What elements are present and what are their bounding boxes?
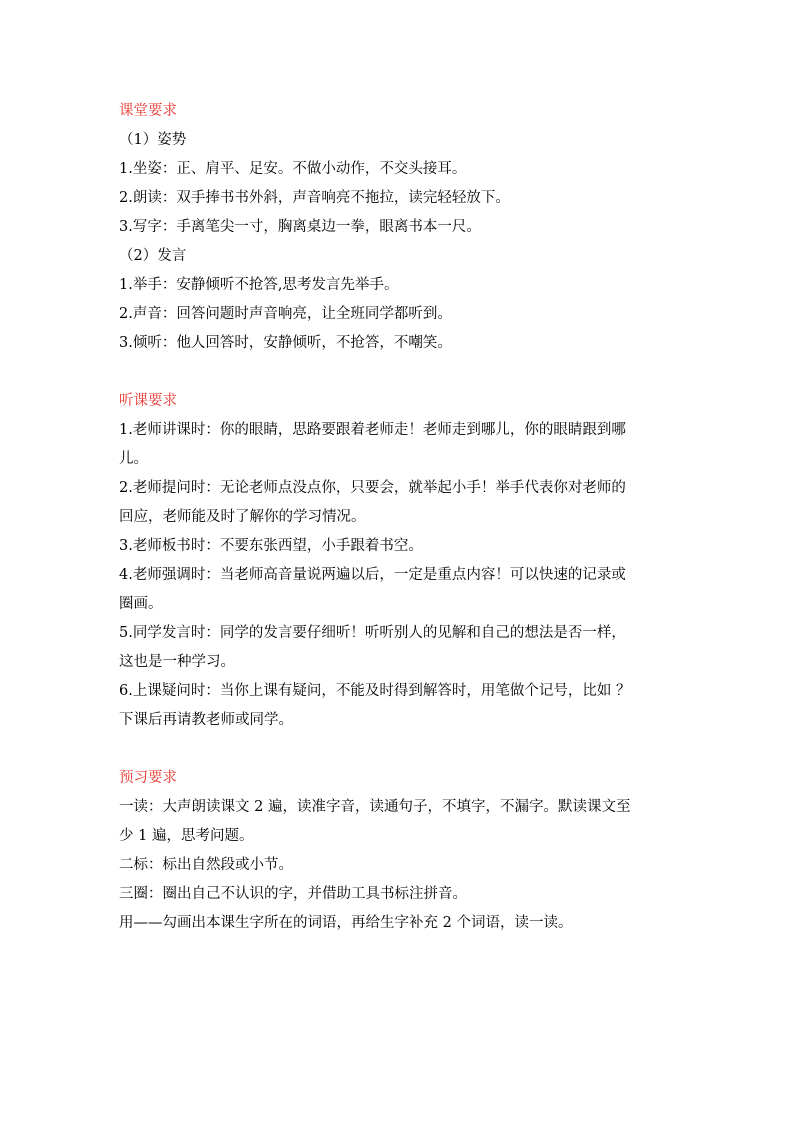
text-line: 二标：标出自然段或小节。 (119, 857, 293, 873)
text-line: 3.倾听：他人回答时，安静倾听，不抢答，不嘲笑。 (119, 335, 452, 351)
text-line: 2.声音：回答问题时声音响亮，让全班同学都听到。 (119, 306, 452, 322)
text-line: 2.朗读：双手捧书书外斜，声音响亮不拖拉，读完轻轻放下。 (119, 190, 510, 206)
text-line: 一读：大声朗读课文 2 遍，读准字音，读通句子，不填字，不漏字。默读课文至 (119, 799, 631, 815)
text-line: 用——勾画出本课生字所在的词语，再给生字补充 2 个词语，读一读。 (119, 915, 573, 931)
text-line: （2）发言 (119, 248, 187, 264)
text-line: 5.同学发言时：同学的发言要仔细听！听听别人的见解和自己的想法是否一样， (119, 625, 626, 641)
text-line: 1.举手：安静倾听不抢答,思考发言先举手。 (119, 277, 399, 293)
text-line: 4.老师强调时：当老师高音量说两遍以后，一定是重点内容！可以快速的记录或 (119, 567, 626, 583)
text-line: 少 1 遍，思考问题。 (119, 828, 254, 844)
text-line: 儿。 (119, 451, 148, 467)
section-heading-listening: 听课要求 (119, 393, 177, 409)
text-line: 回应，老师能及时了解你的学习情况。 (119, 509, 366, 525)
text-line: （1）姿势 (119, 132, 187, 148)
text-line: 3.写字：手离笔尖一寸，胸离桌边一拳，眼离书本一尺。 (119, 219, 481, 235)
text-line: 三圈：圈出自己不认识的字，并借助工具书标注拼音。 (119, 886, 467, 902)
text-line: 圈画。 (119, 596, 163, 612)
text-line: 下课后再请教老师或同学。 (119, 712, 293, 728)
section-spacer (119, 358, 679, 387)
text-line: 6.上课疑问时：当你上课有疑问，不能及时得到解答时，用笔做个记号，比如 ？ (119, 683, 631, 699)
section-heading-classroom: 课堂要求 (119, 103, 177, 119)
section-spacer (119, 735, 679, 764)
text-line: 3.老师板书时：不要东张西望，小手跟着书空。 (119, 538, 423, 554)
text-line: 1.老师讲课时：你的眼睛，思路要跟着老师走！老师走到哪儿，你的眼睛跟到哪 (119, 422, 626, 438)
text-line: 1.坐姿：正、肩平、足安。不做小动作，不交头接耳。 (119, 161, 467, 177)
document-body (119, 97, 679, 938)
text-line: 2.老师提问时：无论老师点没点你，只要会，就举起小手！举手代表你对老师的 (119, 480, 626, 496)
text-line: 这也是一种学习。 (119, 654, 235, 670)
section-heading-preview: 预习要求 (119, 770, 177, 786)
